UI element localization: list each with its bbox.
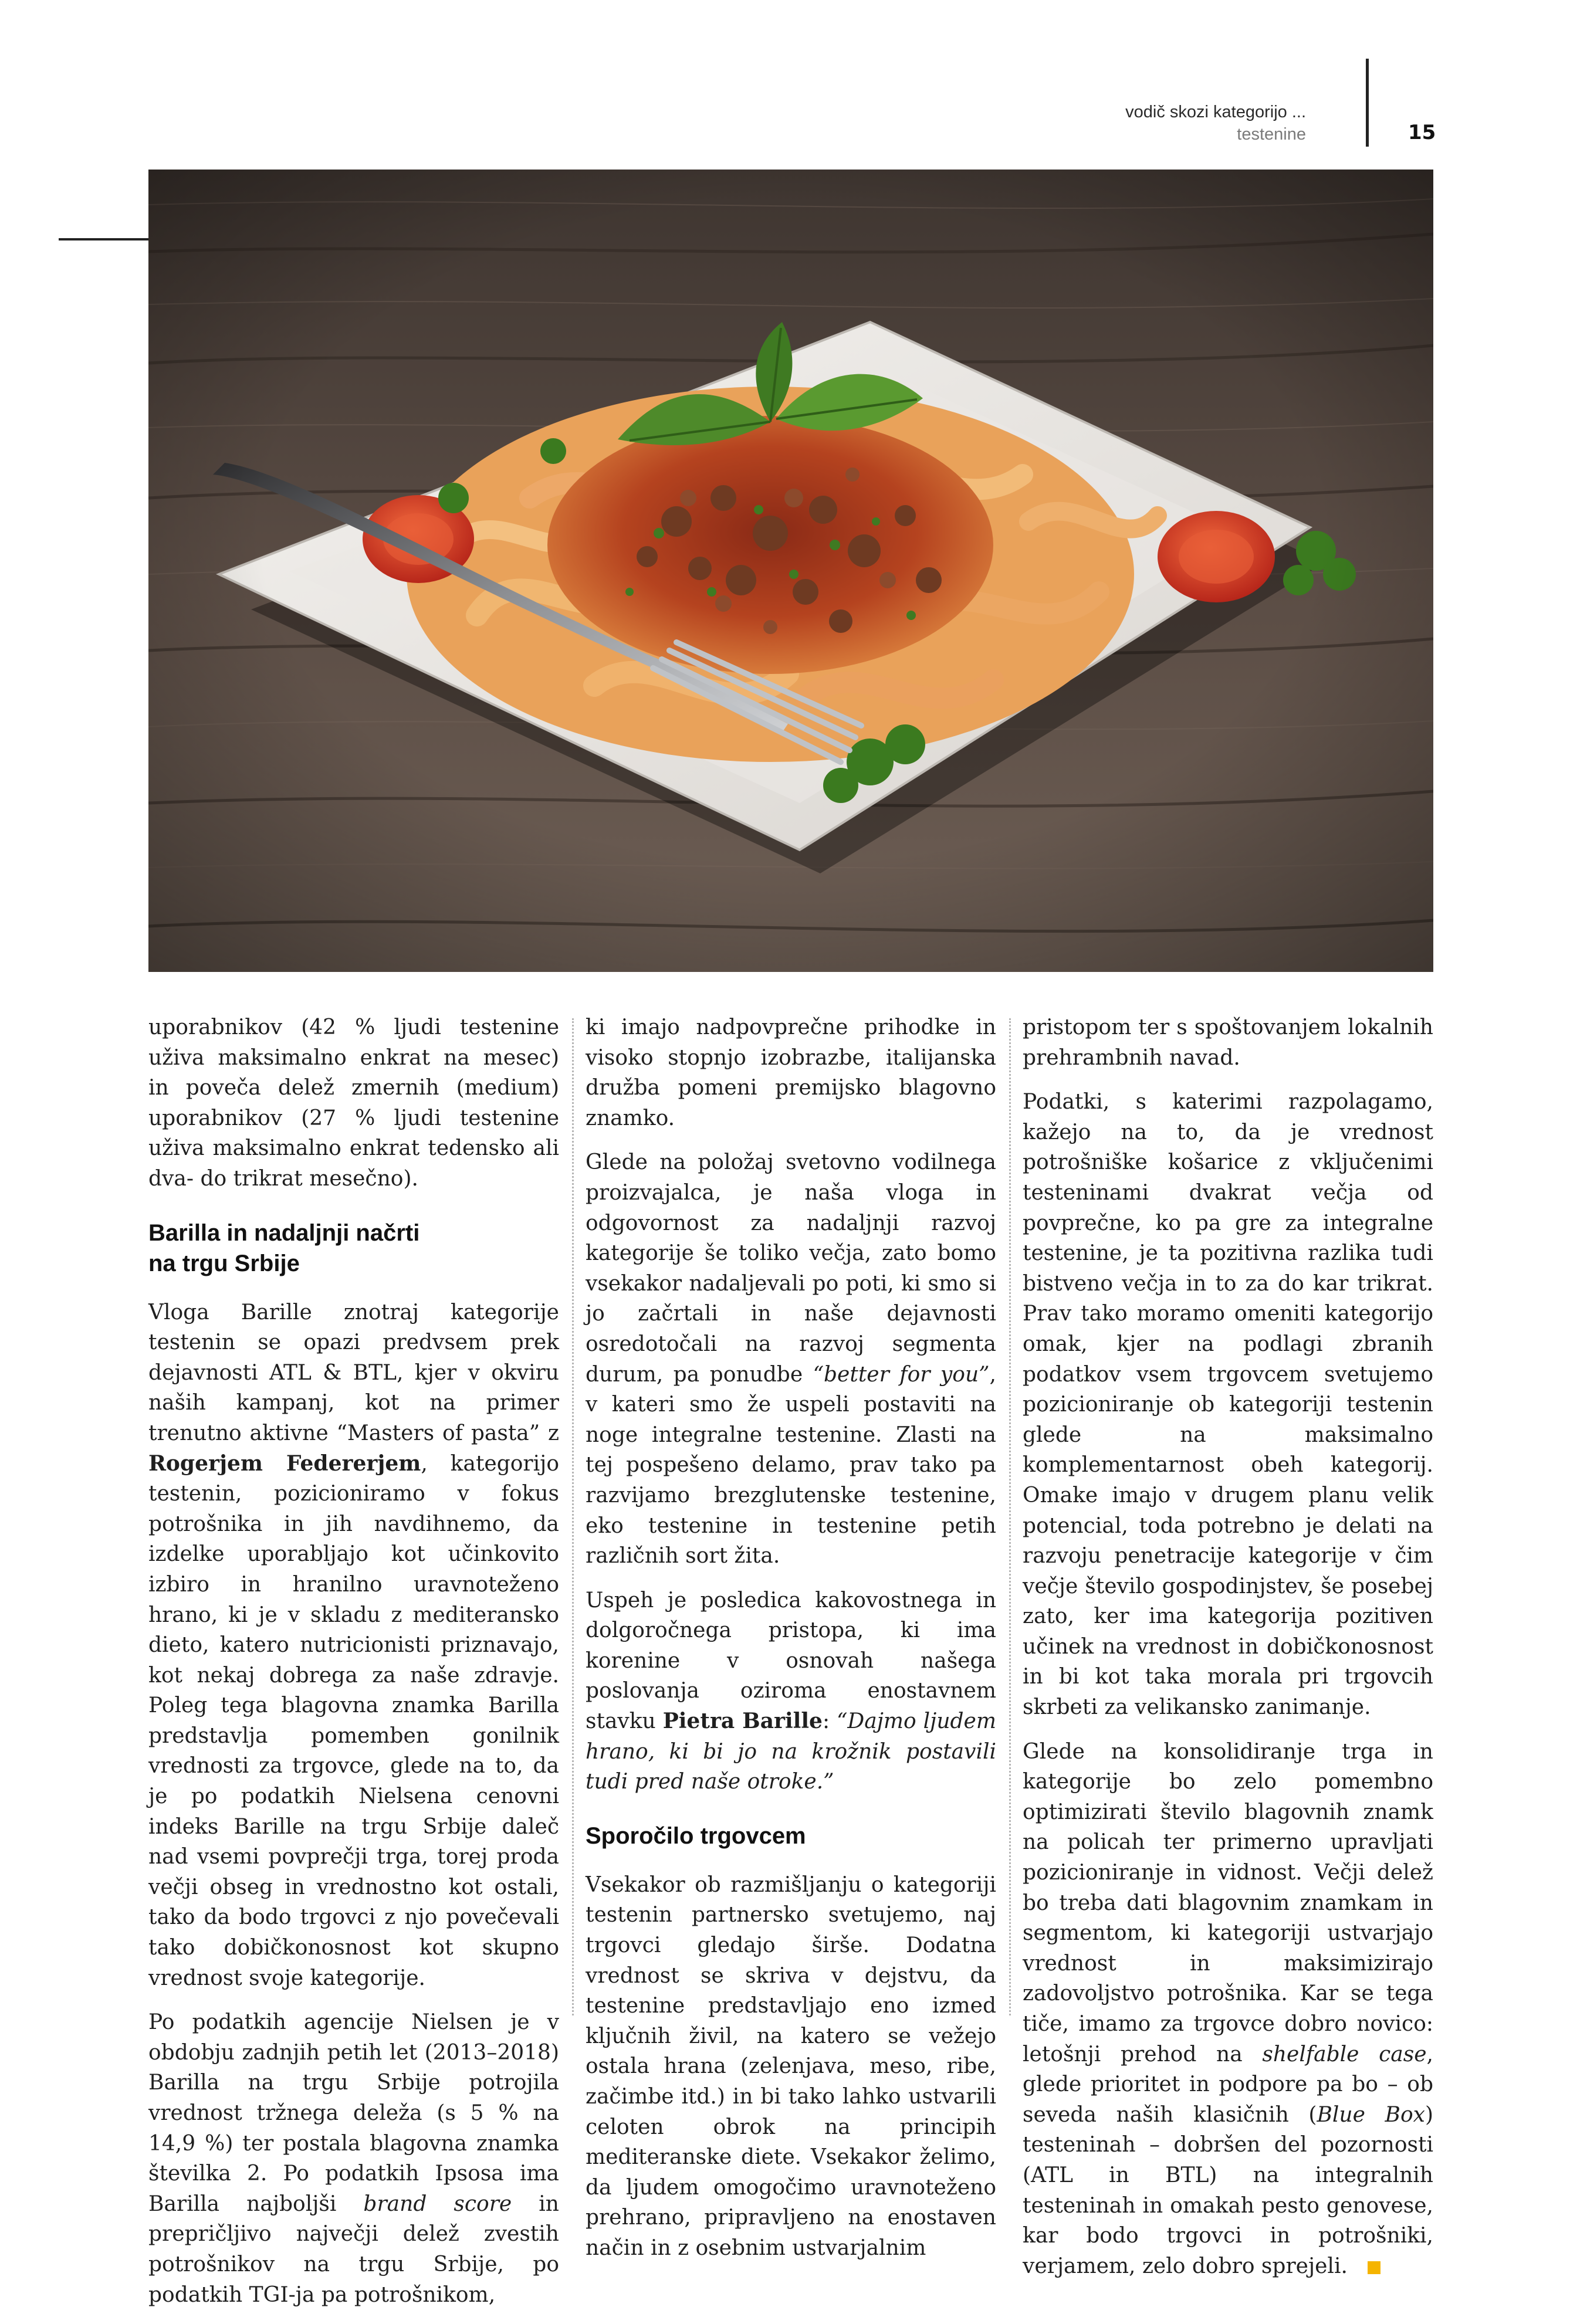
- italic-term: shelfable case: [1262, 2042, 1427, 2066]
- text-run: , kategorijo testenin, pozicioniramo v fokus potrošnika in jih navdihnemo, da izdelke uporabljajo kot učinkovito izbiro in hranilno uravnoteženo hrano, ki je v skladu z mediteransko dieto, katero nutricionisti priznavajo, kot nekaj dobrega za naše zdravje. Poleg tega blagovna znamka Barilla predstavlja pomemben gonilnik vrednosti za trgovce, glede na to, da je po podatkih Nielsena cenovni indeks Barille na trgu Srbije daleč nad vsemi povprečji trga, torej proda večji obseg in vrednostno kot ostali, tako da bodo trgovci z njo povečevali tako dobičkonosnost kot skupno vrednost svoje kategorije.: [148, 1451, 559, 1990]
- paragraph: Vsekakor ob razmišljanju o kategoriji testenin partnersko svetujemo, naj trgovci gledajo širše. Dodatna vrednost se skriva v dejstvu, da testenine predstavljajo eno izmed ključnih živil, na katero se vežejo ostala hrana (zelenjava, meso, ribe, začimbe itd.) in bi tako lahko ustvarili celoten obrok na principih mediteranske diete. Vsekakor želimo, da ljudem omogočimo uravnoteženo prehrano, pripravljeno na enostaven način in z osebnim ustvarjalnim: [586, 1872, 996, 2260]
- section-heading: [148, 1218, 559, 1279]
- text-run: , v kateri smo že uspeli postaviti na noge integralne testenine. Zlasti na tej pospešeno delamo, prav tako pa razvijamo brezglutenske testenine, eko testenine in testenine petih različnih sort žita.: [586, 1362, 996, 1568]
- paragraph: [148, 2007, 559, 2310]
- text-run: in prepričljivo največji delež zvestih potrošnikov na trgu Srbije, po podatkih TGI-ja pa potrošnikom,: [148, 2191, 559, 2307]
- paragraph: ki imajo nadpovprečne prihodke in visoko stopnjo izobrazbe, italijanska družba pomeni premijsko blagovno znamko.: [586, 1015, 996, 1130]
- column-divider: [1009, 1018, 1011, 2015]
- column-1: [148, 1012, 559, 2324]
- bold-name: Pietra Barille: [662, 1709, 823, 1734]
- margin-rule: [59, 238, 150, 240]
- text-run: Glede na položaj svetovno vodilnega proizvajalca, je naša vloga in odgovornost za nadaljnji razvoj kategorije še toliko večja, zato bomo vsekakor nadaljevali po poti, ki smo si jo začrtali in naše dejavnosti osredotočali na razvoj segmenta durum, pa ponudbe: [586, 1150, 996, 1387]
- article-body: [148, 1012, 1433, 2307]
- section-heading-line: na trgu Srbije: [148, 1250, 300, 1276]
- paragraph: Podatki, s katerimi razpolagamo, kažejo na to, da je vrednost potrošniške košarice z vključenimi testeninami dvakrat večja od povprečne, ko pa gre za integralne testenine, je ta pozitivna razlika tudi bistveno večja in to za do kar trikrat. Prav tako moramo omeniti kategorijo omak, kjer na podlagi zbranih podatkov vsem trgovcem svetujemo pozicioniranje ob kategoriji testenin glede na maksimalno komplementarnost obeh kategorij. Omake imajo v drugem planu velik potencial, toda potrebno je delati na razvoju penetracije kategorije v čim večje število gospodinjstev, še posebej zato, ker ima kategorija pozitiven učinek na vrednost in dobičkonosnost in bi kot taka morala pri trgovcih skrbeti za velikansko zanimanje.: [1023, 1090, 1433, 1720]
- running-header-title: vodič skozi kategorijo ...: [1125, 103, 1306, 121]
- italic-term: “better for you”: [813, 1362, 990, 1387]
- text-run: :: [822, 1709, 837, 1734]
- italic-term: Blue Box: [1317, 2102, 1425, 2127]
- section-heading: Sporočilo trgovcem: [586, 1822, 806, 1849]
- paragraph: [586, 1147, 996, 1571]
- section-heading-line: Barilla in nadaljnji načrti: [148, 1219, 420, 1246]
- header-divider: [1366, 59, 1369, 147]
- italic-quote: “Dajmo ljudem hrano, ki bi jo na krožnik postavili tudi pred naše otroke.”: [586, 1709, 997, 1794]
- text-run: Vloga Barille znotraj kategorije testenin se opazi predvsem prek dejavnosti ATL & BTL, kjer v okviru naših kampanj, kot na primer trenutno aktivne “Masters of pasta” z: [148, 1300, 559, 1445]
- paragraph: [148, 1297, 559, 1994]
- pasta-plate-photo: [148, 170, 1433, 972]
- text-run: ) testeninah – dobršen del pozornosti (ATL in BTL) na integralnih testeninah in omakah pesto genovese, kar bodo trgovci in potrošniki, verjamem, zelo dobro sprejeli.: [1023, 2102, 1433, 2278]
- paragraph: pristopom ter s spoštovanjem lokalnih prehrambnih navad.: [1023, 1015, 1433, 1070]
- running-header: [1125, 101, 1306, 145]
- column-3: [1023, 1012, 1433, 2295]
- paragraph: uporabnikov (42 % ljudi testenine uživa maksimalno enkrat na mesec) in poveča delež zmernih (medium) uporabnikov (27 % ljudi testenine uživa maksimalno enkrat tedensko ali dva- do trikrat mesečno).: [148, 1015, 559, 1191]
- column-2: [586, 1012, 996, 2278]
- column-divider: [572, 1018, 574, 2015]
- bold-name: Rogerjem Federerjem: [148, 1451, 421, 1476]
- text-run: , glede prioritet in podpore pa bo – ob seveda naših klasičnih (: [1023, 2042, 1433, 2127]
- text-run: Glede na konsolidiranje trga in kategorije bo zelo pomembno optimizirati število blagovnih znamk na policah ter primerno upravljati pozicioniranje in vidnost. Večji delež bo treba dati blagovnim znamkam in segmentom, ki kategoriji ustvarjajo vrednost in maksimizirajo zadovoljstvo potrošnika. Kar se tega tiče, imamo za trgovce dobro novico: letošnji prehod na: [1023, 1739, 1433, 2066]
- article-end-mark: [1368, 2261, 1380, 2274]
- text-run: Uspeh je posledica kakovostnega in dolgoročnega pristopa, ki ima korenine v osnovah našega poslovanja oziroma enostavnem stavku: [586, 1588, 996, 1734]
- text-run: Po podatkih agencije Nielsen je v obdobju zadnjih petih let (2013–2018) Barilla na trgu Srbije potrojila vrednost tržnega deleža (s 5 % na 14,9 %) ter postala blagovna znamka številka 2. Po podatkih Ipsosa ima Barilla najboljši: [148, 2010, 559, 2216]
- running-header-section: testenine: [1237, 125, 1306, 144]
- paragraph: [1023, 1737, 1433, 2282]
- italic-term: brand score: [363, 2191, 512, 2216]
- page-number: 15: [1408, 121, 1436, 144]
- paragraph: [586, 1586, 996, 1797]
